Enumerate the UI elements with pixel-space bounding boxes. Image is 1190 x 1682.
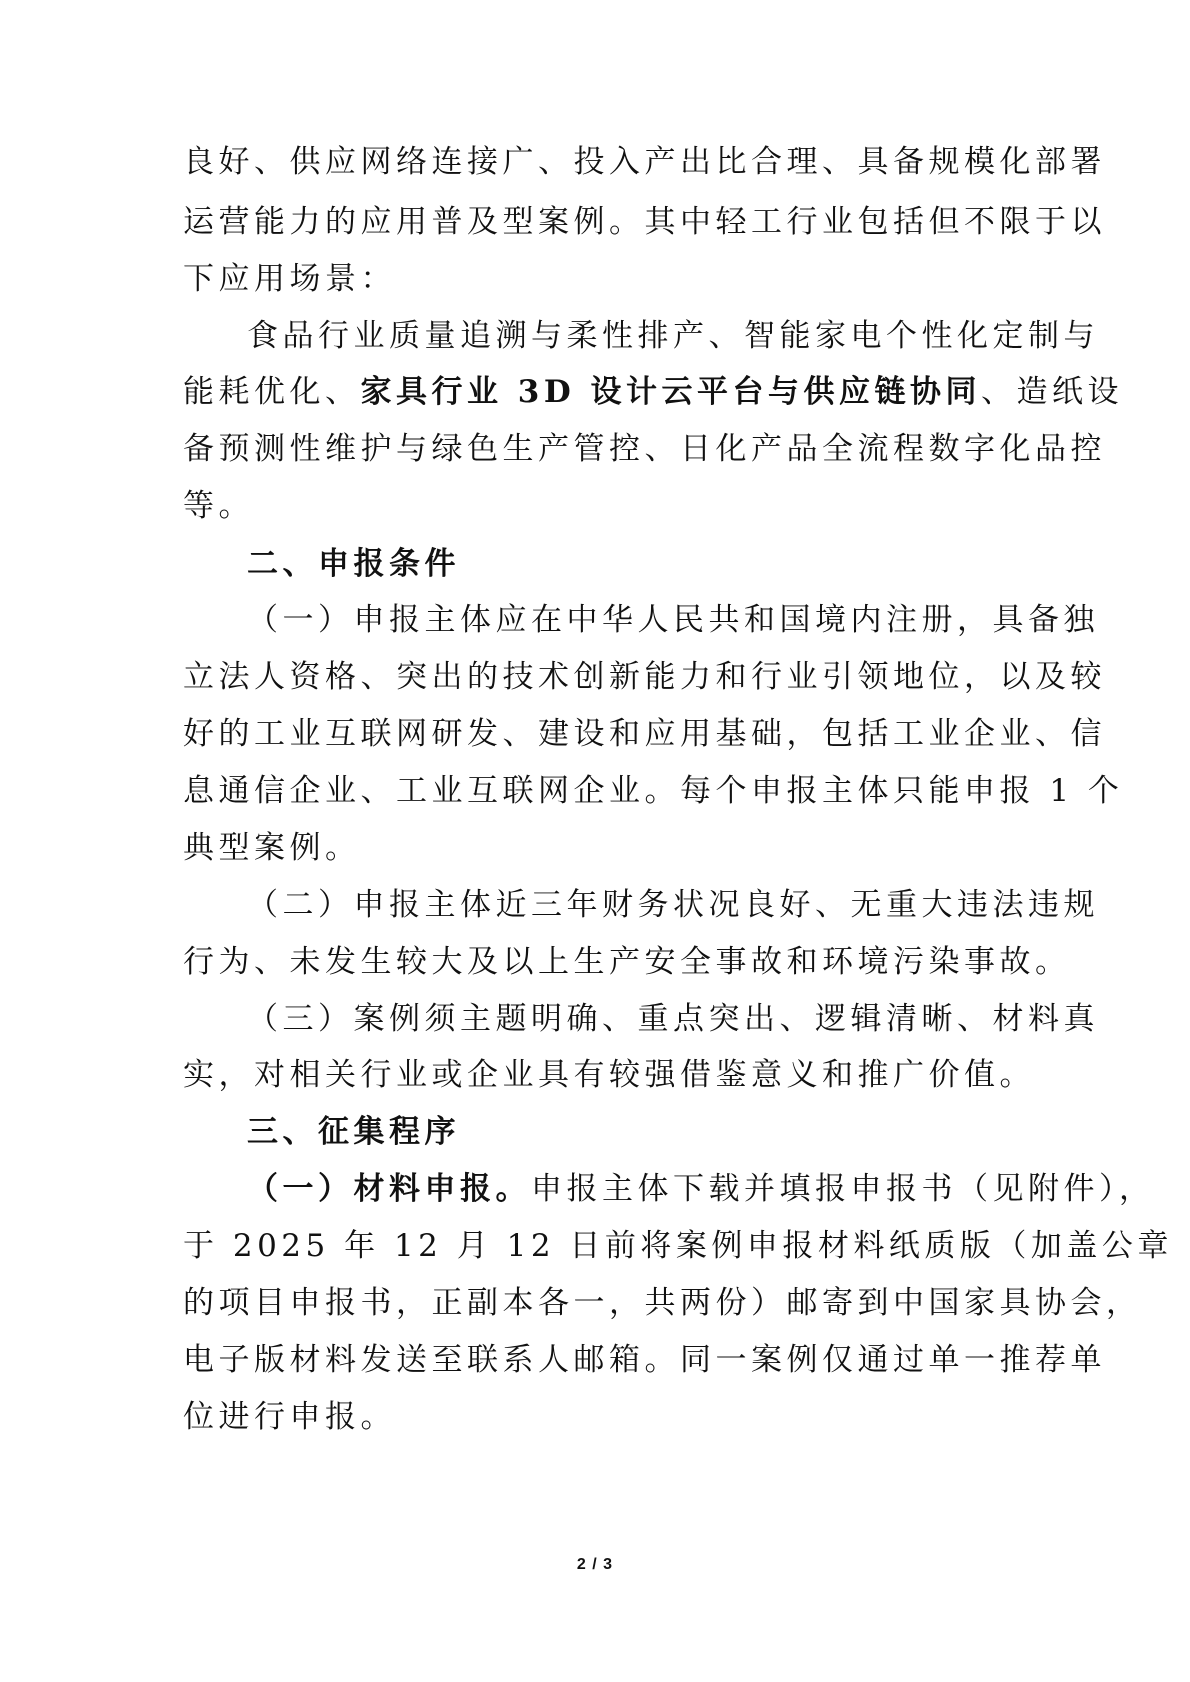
paragraph-line: 食品行业质量追溯与柔性排产、智能家电个性化定制与 [247,318,1099,354]
paragraph-line-mixed [183,372,1123,412]
paragraph-line: 下应用场景： [183,261,396,297]
paragraph-line: 好的工业互联网研发、建设和应用基础，包括工业企业、信 [183,716,1106,752]
paragraph-line: 位进行申报。 [183,1399,396,1435]
paragraph-line: 备预测性维护与绿色生产管控、日化产品全流程数字化品控 [183,431,1106,467]
paragraph-line: 实，对相关行业或企业具有较强借鉴意义和推广价值。 [183,1057,1035,1093]
paragraph-line: 运营能力的应用普及型案例。其中轻工行业包括但不限于以 [183,204,1106,240]
section-heading: 三、征集程序 [247,1114,460,1150]
paragraph-line: 等。 [183,488,254,524]
plain-text: 申报主体下载并填报申报书（见附件）， [531,1171,1155,1207]
page-number: 2 / 3 [576,1556,614,1573]
plain-text: 能耗优化、 [183,374,361,410]
paragraph-line: （二）申报主体近三年财务状况良好、无重大违法违规 [247,887,1099,923]
bold-subheading-text: （一）材料申报。 [247,1171,531,1207]
paragraph-line: （一）申报主体应在中华人民共和国境内注册，具备独 [247,602,1099,638]
paragraph-line: 立法人资格、突出的技术创新能力和行业引领地位，以及较 [183,659,1106,695]
paragraph-line: （三）案例须主题明确、重点突出、逻辑清晰、材料真 [247,1001,1099,1037]
paragraph-line: 行为、未发生较大及以上生产安全事故和环境污染事故。 [183,944,1071,980]
paragraph-line-mixed [247,1169,1155,1209]
paragraph-line: 于 2025 年 12 月 12 日前将案例申报材料纸质版（加盖公章 [183,1228,1173,1264]
bold-highlight-text: 家具行业 3D 设计云平台与供应链协同 [360,374,982,410]
paragraph-line: 息通信企业、工业互联网企业。每个申报主体只能申报 1 个 [183,773,1124,809]
paragraph-line: 的项目申报书，正副本各一，共两份）邮寄到中国家具协会， [183,1285,1142,1321]
paragraph-line: 良好、供应网络连接广、投入产出比合理、具备规模化部署 [183,144,1106,180]
plain-text: 、造纸设 [981,374,1124,410]
paragraph-line: 电子版材料发送至联系人邮箱。同一案例仅通过单一推荐单 [183,1342,1106,1378]
paragraph-line: 典型案例。 [183,830,361,866]
section-heading: 二、申报条件 [247,546,460,582]
